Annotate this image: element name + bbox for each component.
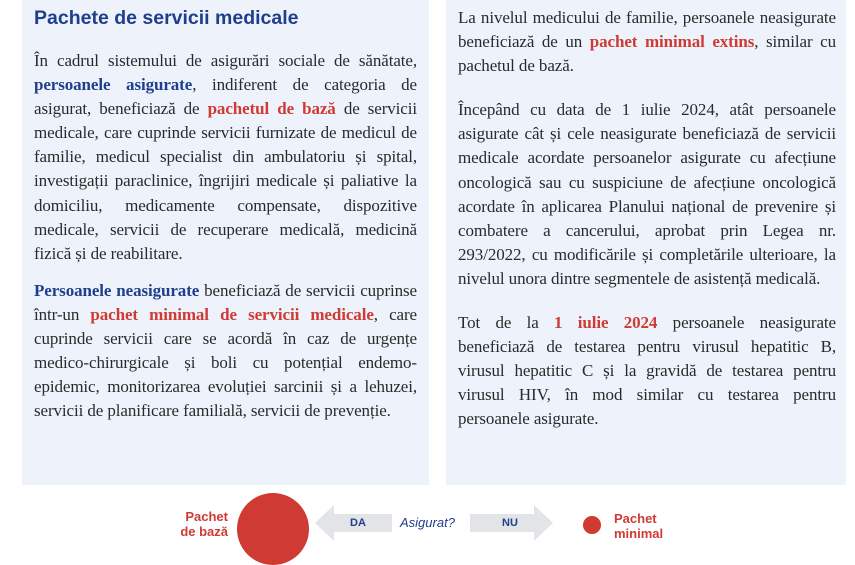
text-run: persoanele neasigurate beneficiază de testarea pentru virusul hepatitic B, virusul hepatitic C și la gravidă de testarea pentru virusul HIV, în mod similar cu testarea pentru persoanele asigurate. bbox=[458, 313, 836, 429]
package-diagram bbox=[0, 485, 855, 563]
highlight-red: 1 iulie 2024 bbox=[554, 313, 658, 333]
text-run: , similar cu pachetul de bază. bbox=[458, 32, 836, 76]
insured-question: Asigurat? bbox=[400, 515, 455, 530]
text-run: Începând cu data de 1 iulie 2024, atât persoanele asigurate cât și cele neasigurate beneficiază de servicii medicale acordate persoanelor asigurate cu afecțiune oncologică sau cu suspiciune de afecțiune oncologică acordate în aplicarea Planului național de prevenire și combatere a cancerului, aprobat prin Legea nr. 293/2022, cu modificările și completările ulterioare, la nivelul unora dintre segmentele de asistență medicală. bbox=[458, 100, 836, 288]
base-package-circle bbox=[237, 493, 309, 565]
text-run: beneficiază de servicii cuprinse într-un bbox=[34, 280, 417, 324]
left-panel bbox=[22, 0, 429, 485]
text-run: În cadrul sistemului de asigurări sociale de sănătate, bbox=[34, 51, 417, 70]
highlight-red: pachetul de bază bbox=[207, 99, 336, 119]
family-doctor-paragraph bbox=[458, 6, 836, 78]
section-title: Pachete de servicii medicale bbox=[34, 7, 299, 29]
uninsured-paragraph bbox=[34, 279, 417, 424]
highlight-red: pachet minimal extins bbox=[589, 32, 755, 52]
right-panel bbox=[446, 0, 846, 485]
text-run: de servicii medicale, care cuprinde servicii furnizate de medicul de familie, medicul specialist din ambulatoriu și spital, investigații paraclinice, îngrijiri medicale și paliative la domiciliu, medicamente compensate, dispozitive medicale, servicii de recuperare medicală, medicină fizică și de reabilitare. bbox=[34, 99, 417, 263]
text-run: Tot de la bbox=[458, 313, 555, 333]
text-run: , indiferent de categoria de asigurat, beneficiază de bbox=[34, 75, 417, 119]
no-label: NU bbox=[502, 517, 518, 529]
base-package-label: Pachet de bază bbox=[180, 509, 228, 539]
hepatitis-testing-paragraph bbox=[458, 311, 836, 431]
insured-paragraph bbox=[34, 49, 417, 266]
yes-label: DA bbox=[350, 517, 366, 529]
oncology-paragraph bbox=[458, 98, 836, 291]
highlight-red: pachet minimal de servicii medicale bbox=[90, 304, 374, 324]
minimal-package-circle bbox=[583, 516, 601, 534]
text-run: La nivelul medicului de familie, persoanele neasigurate beneficiază de un bbox=[458, 8, 836, 52]
text-run: , care cuprinde servicii care se acordă în caz de urgențe medico-chirurgicale și boli cu potențial endemo-epidemic, monitorizarea evoluției sarcinii și a lehuzei, servicii de planificare familială, servicii de prevenție. bbox=[34, 304, 417, 421]
minimal-package-label: Pachet minimal bbox=[614, 511, 664, 541]
highlight-blue: persoanele asigurate bbox=[34, 75, 193, 95]
highlight-blue: Persoanele neasigurate bbox=[34, 280, 200, 300]
